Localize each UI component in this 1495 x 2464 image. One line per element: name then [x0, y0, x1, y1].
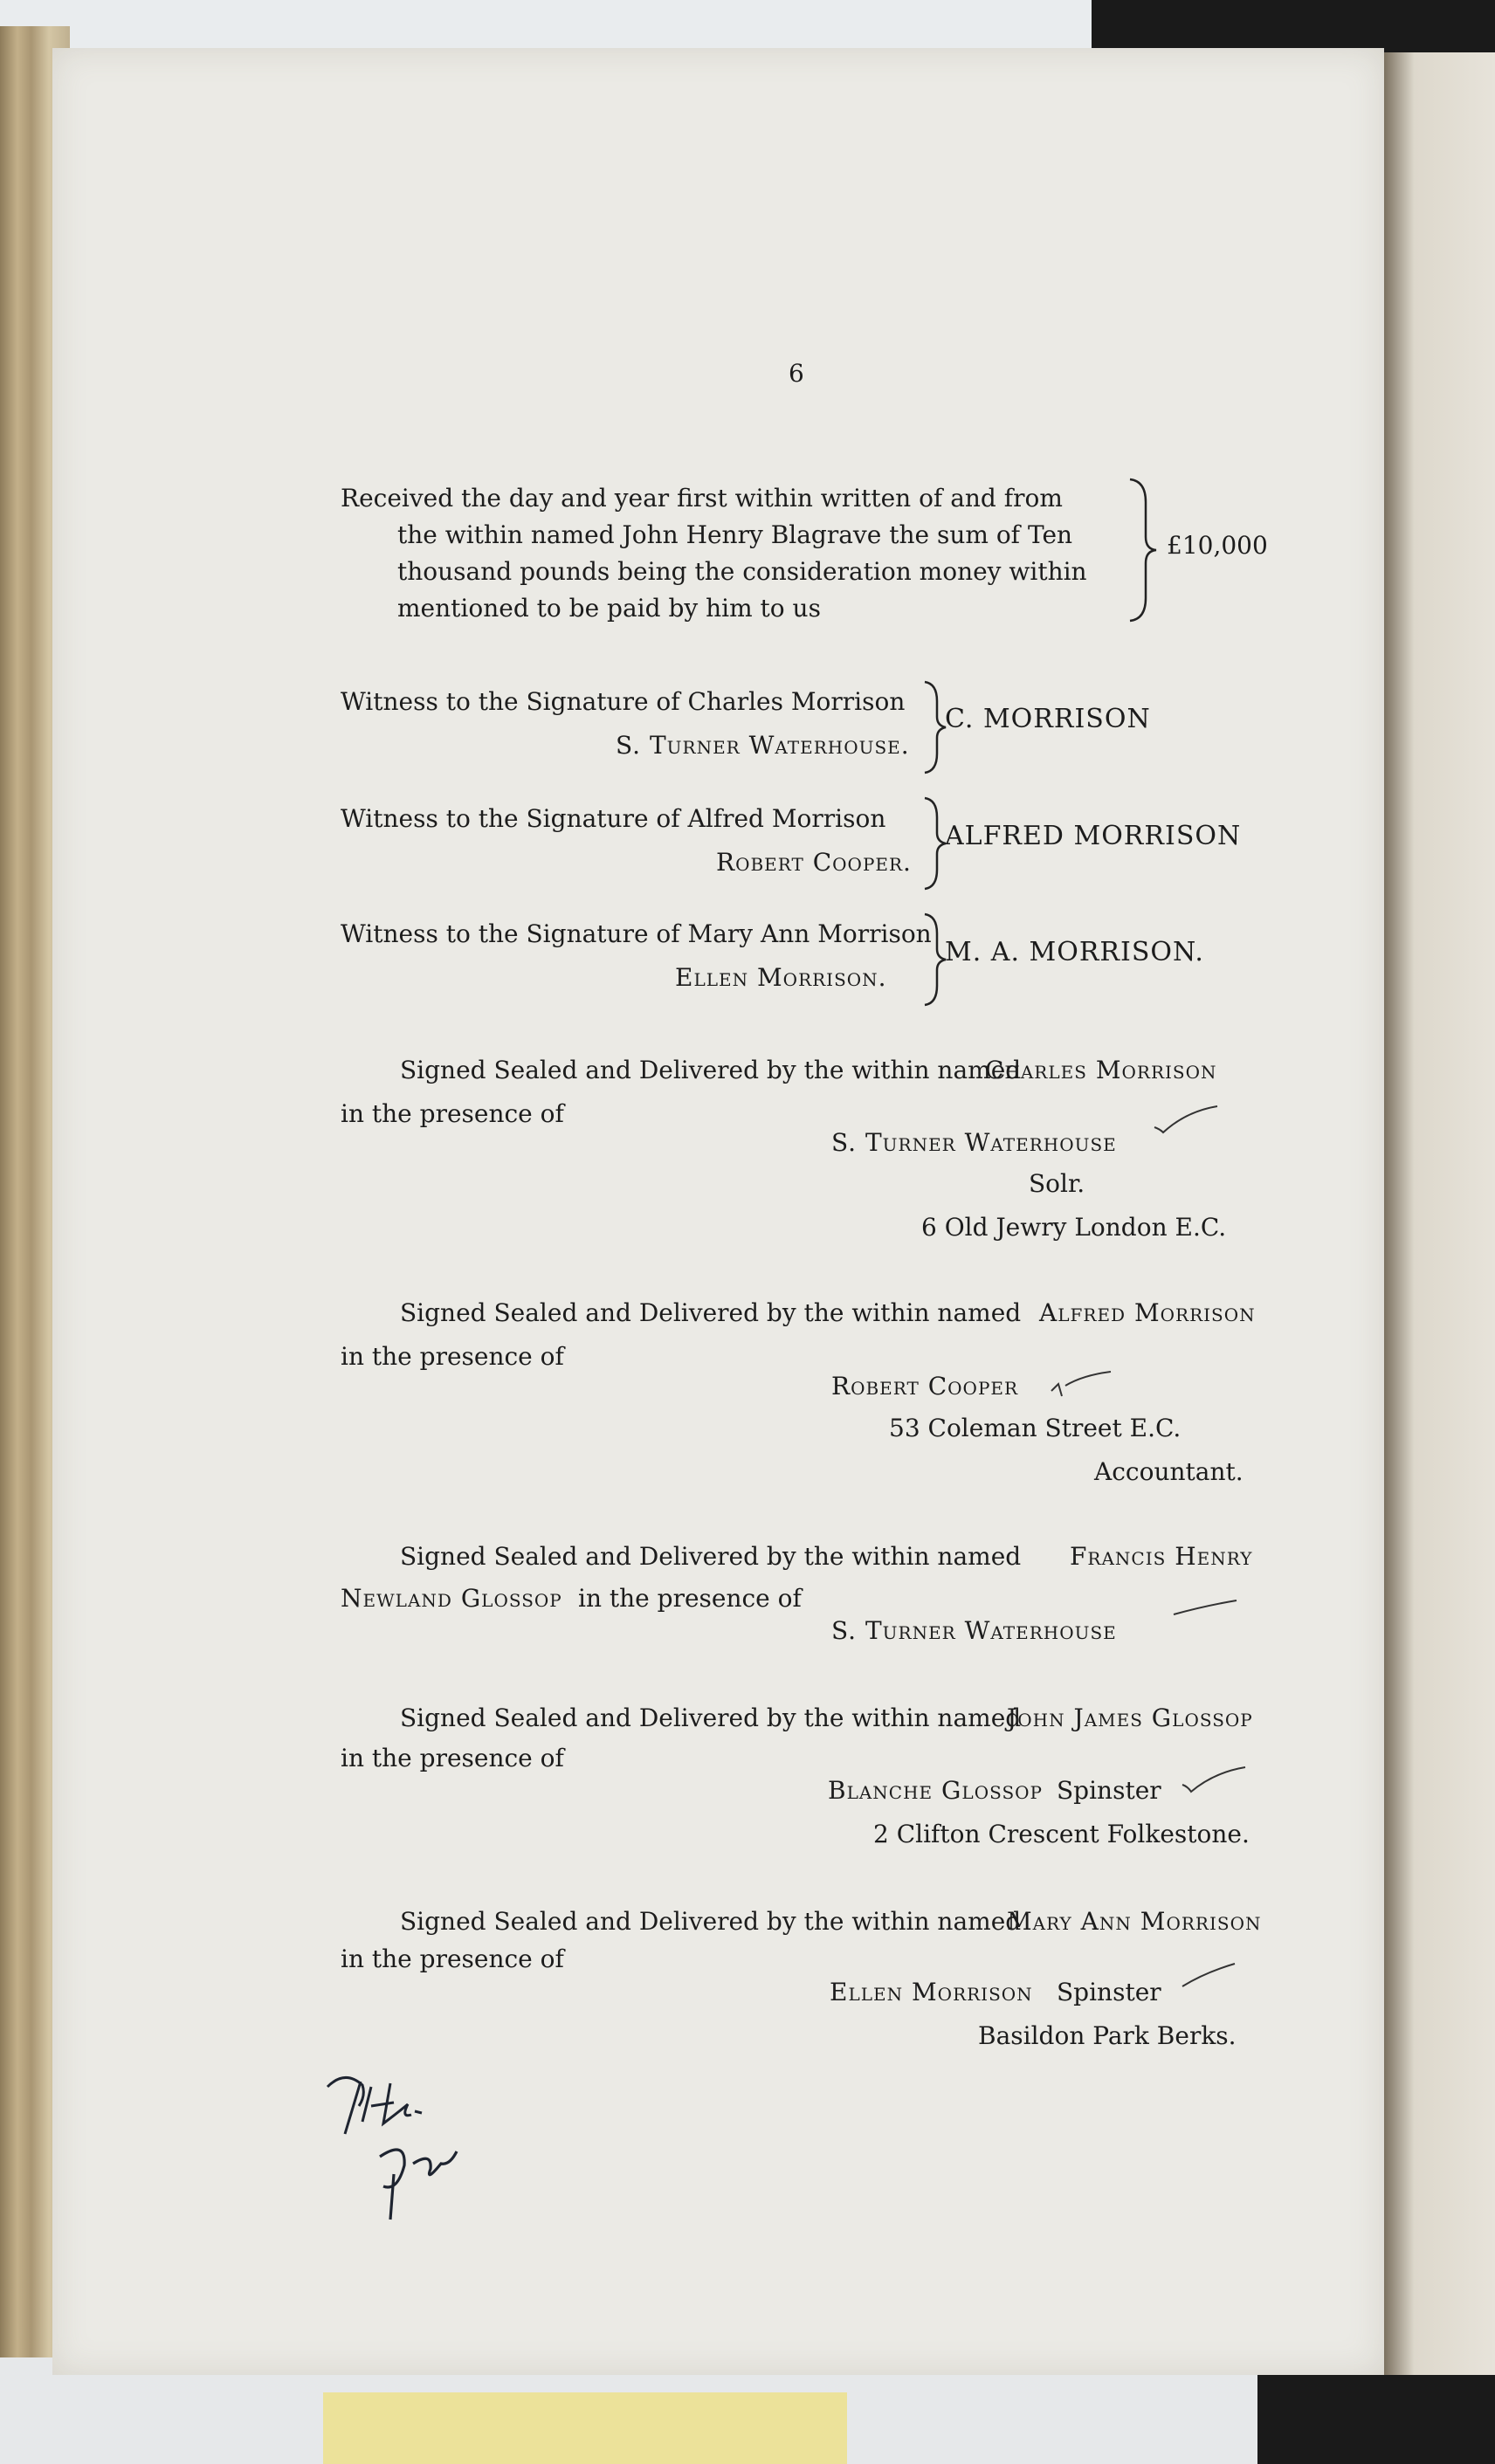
execution-address-4: 2 Clifton Crescent Folkestone.: [873, 1820, 1250, 1848]
execution-party-5: Mary Ann Morrison: [1007, 1907, 1262, 1936]
execution-party-3-cont: Newland Glossop: [341, 1584, 562, 1613]
execution-witness-3: S. Turner Waterhouse: [831, 1616, 1117, 1645]
execution-presence-4: in the presence of: [341, 1744, 564, 1772]
receipt-line-3: thousand pounds being the consideration money within: [397, 557, 1087, 586]
receipt-line-4: mentioned to be paid by him to us: [397, 594, 821, 623]
witness-label-2: Witness to the Signature of Alfred Morrison: [341, 804, 886, 833]
execution-party-2: Alfred Morrison: [1039, 1298, 1256, 1327]
execution-address-5: Basildon Park Berks.: [978, 2021, 1237, 2050]
execution-occupation-2: Accountant.: [1094, 1457, 1244, 1486]
handwritten-initials: [310, 2061, 511, 2235]
execution-intro-5: Signed Sealed and Delivered by the within named: [400, 1907, 1022, 1936]
execution-presence-3: in the presence of: [578, 1584, 802, 1613]
execution-party-3: Francis Henry: [1070, 1542, 1253, 1571]
execution-party-1: Charles Morrison: [985, 1056, 1217, 1084]
execution-address-2: 53 Coleman Street E.C.: [889, 1414, 1182, 1442]
receipt-line-2: the within named John Henry Blagrave the sum of Ten: [397, 520, 1073, 549]
signatory-3: M. A. MORRISON.: [945, 937, 1204, 967]
document-page: [52, 48, 1384, 2375]
execution-presence-5: in the presence of: [341, 1944, 564, 1973]
execution-intro-1: Signed Sealed and Delivered by the within named: [400, 1056, 1022, 1084]
witness-name-3: Ellen Morrison.: [675, 963, 887, 992]
signatory-2: ALFRED MORRISON: [945, 821, 1242, 851]
witness-label-1: Witness to the Signature of Charles Morrison: [341, 687, 906, 716]
execution-intro-3: Signed Sealed and Delivered by the within named: [400, 1542, 1022, 1571]
execution-witness-1: S. Turner Waterhouse: [831, 1128, 1117, 1157]
page-number: 6: [789, 359, 804, 388]
check-mark-icon: [1151, 1103, 1221, 1138]
execution-witness-4: Blanche Glossop: [828, 1776, 1043, 1805]
receipt-amount: £10,000: [1167, 531, 1268, 560]
paper-slip: [323, 2392, 847, 2464]
execution-occupation-4: Spinster: [1057, 1776, 1161, 1805]
background-top: [0, 0, 1092, 52]
execution-party-4: John James Glossop: [1007, 1703, 1253, 1732]
execution-occupation-5: Spinster: [1057, 1978, 1161, 2006]
witness-name-2: Robert Cooper.: [716, 848, 912, 877]
execution-title-1: Solr.: [1029, 1169, 1085, 1198]
check-mark-icon: [1048, 1366, 1118, 1401]
witness-label-3: Witness to the Signature of Mary Ann Morrison: [341, 919, 932, 948]
execution-witness-5: Ellen Morrison: [830, 1978, 1033, 2006]
execution-witness-2: Robert Cooper: [831, 1372, 1019, 1401]
execution-intro-2: Signed Sealed and Delivered by the within named: [400, 1298, 1022, 1327]
execution-intro-4: Signed Sealed and Delivered by the within named: [400, 1703, 1022, 1732]
check-mark-icon: [1170, 1593, 1240, 1620]
receipt-line-1: Received the day and year first within written of and from: [341, 484, 1063, 513]
signatory-1: C. MORRISON: [945, 704, 1151, 734]
execution-address-1: 6 Old Jewry London E.C.: [921, 1213, 1227, 1242]
receipt-brace: [1125, 476, 1160, 624]
execution-presence-1: in the presence of: [341, 1099, 564, 1128]
facing-page-edge: [1380, 52, 1495, 2375]
execution-presence-2: in the presence of: [341, 1342, 564, 1371]
witness-name-1: S. Turner Waterhouse.: [616, 731, 910, 760]
check-mark-icon: [1179, 1960, 1240, 1992]
check-mark-icon: [1179, 1764, 1249, 1799]
